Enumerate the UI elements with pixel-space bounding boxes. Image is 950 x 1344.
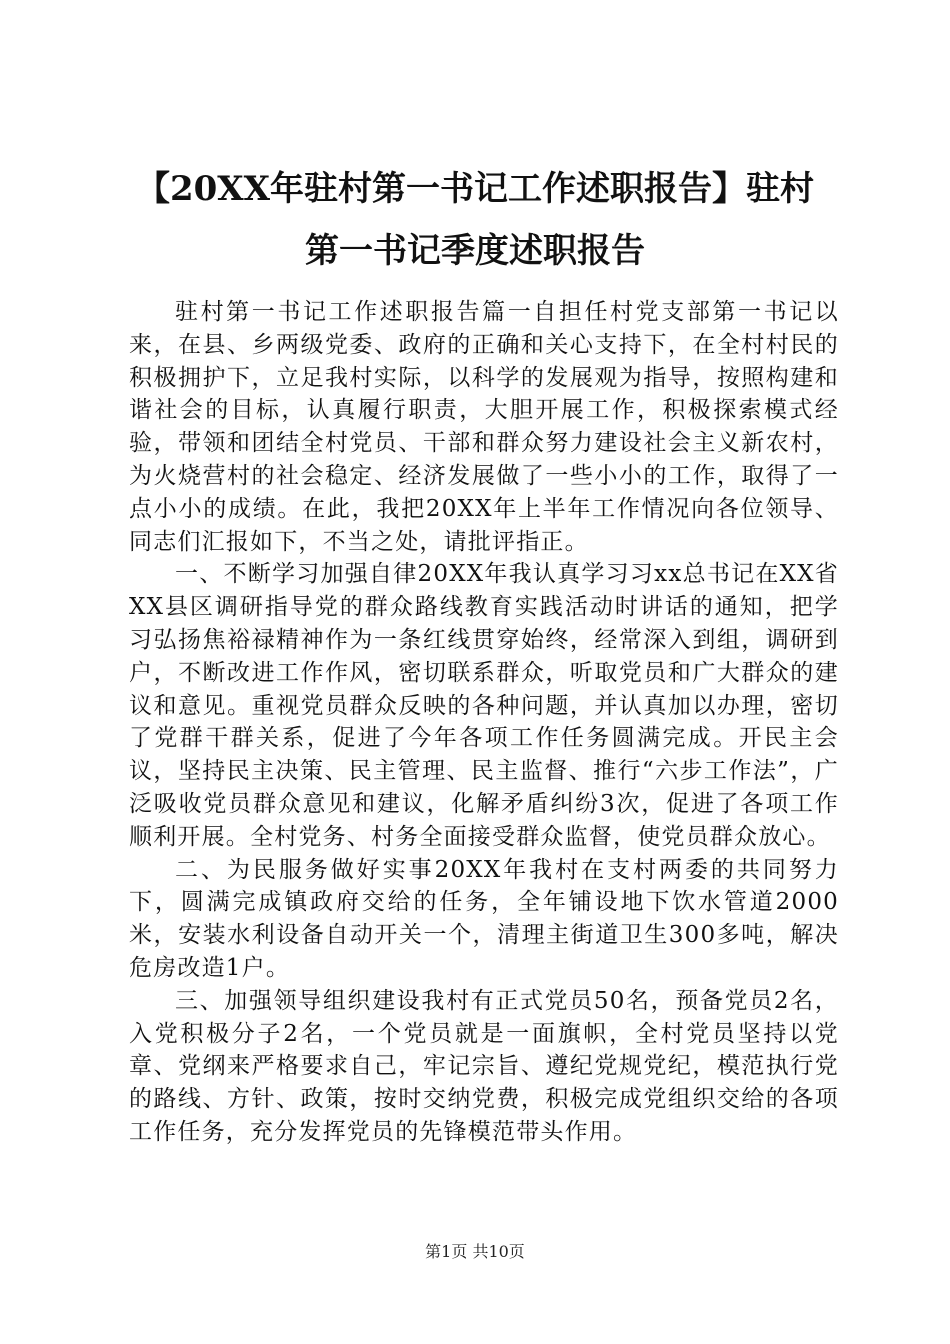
paragraph-intro: 驻村第一书记工作述职报告篇一自担任村党支部第一书记以来，在县、乡两级党委、政府的正确和关心支持下，在全村村民的积极拥护下，立足我村实际，以科学的发展观为指导，按照构建和谐社会的目标，认真履行职责，大胆开展工作，积极探索模式经验，带领和团结全村党员、干部和群众努力建设社会主义新农村，为火烧营村的社会稳定、经济发展做了一些小小的工作，取得了一点小小的成绩。在此，我把20XX年上半年工作情况向各位领导、同志们汇报如下，不当之处，请批评指正。 [129, 299, 839, 555]
paragraph-section-1: 一、不断学习加强自律20XX年我认真学习习xx总书记在XX省XX县区调研指导党的群众路线教育实践活动时讲话的通知，把学习弘扬焦裕禄精神作为一条红线贯穿始终，经常深入到组，调研到户，不断改进工作作风，密切联系群众，听取党员和广大群众的建议和意见。重视党员群众反映的各种问题，并认真加以办理，密切了党群干群关系，促进了今年各项工作任务圆满完成。开民主会议，坚持民主决策、民主管理、民主监督、推行“六步工作法”，广泛吸收党员群众意见和建议，化解矛盾纠纷3次，促进了各项工作顺利开展。全村党务、村务全面接受群众监督，使党员群众放心。 [129, 561, 839, 850]
paragraph-section-2: 二、为民服务做好实事20XX年我村在支村两委的共同努力下，圆满完成镇政府交给的任务，全年铺设地下饮水管道2000米，安装水利设备自动开关一个，清理主街道卫生300多吨，解决危房改造1户。 [129, 856, 839, 981]
paragraph-section-3: 三、加强领导组织建设我村有正式党员50名，预备党员2名，入党积极分子2名，一个党员就是一面旗帜，全村党员坚持以党章、党纲来严格要求自己，牢记宗旨、遵纪党规党纪，模范执行党的路线、方针、政策，按时交纳党费，积极完成党组织交给的各项工作任务，充分发挥党员的先锋模范带头作用。 [129, 987, 839, 1145]
document-title [100, 158, 850, 282]
title-line-1: 【20XX年驻村第一书记工作述职报告】驻村 [135, 169, 815, 209]
title-line-2: 第一书记季度述职报告 [305, 231, 645, 271]
document-body [129, 296, 839, 1149]
page-number-footer: 第1页 共10页 [425, 1242, 525, 1261]
